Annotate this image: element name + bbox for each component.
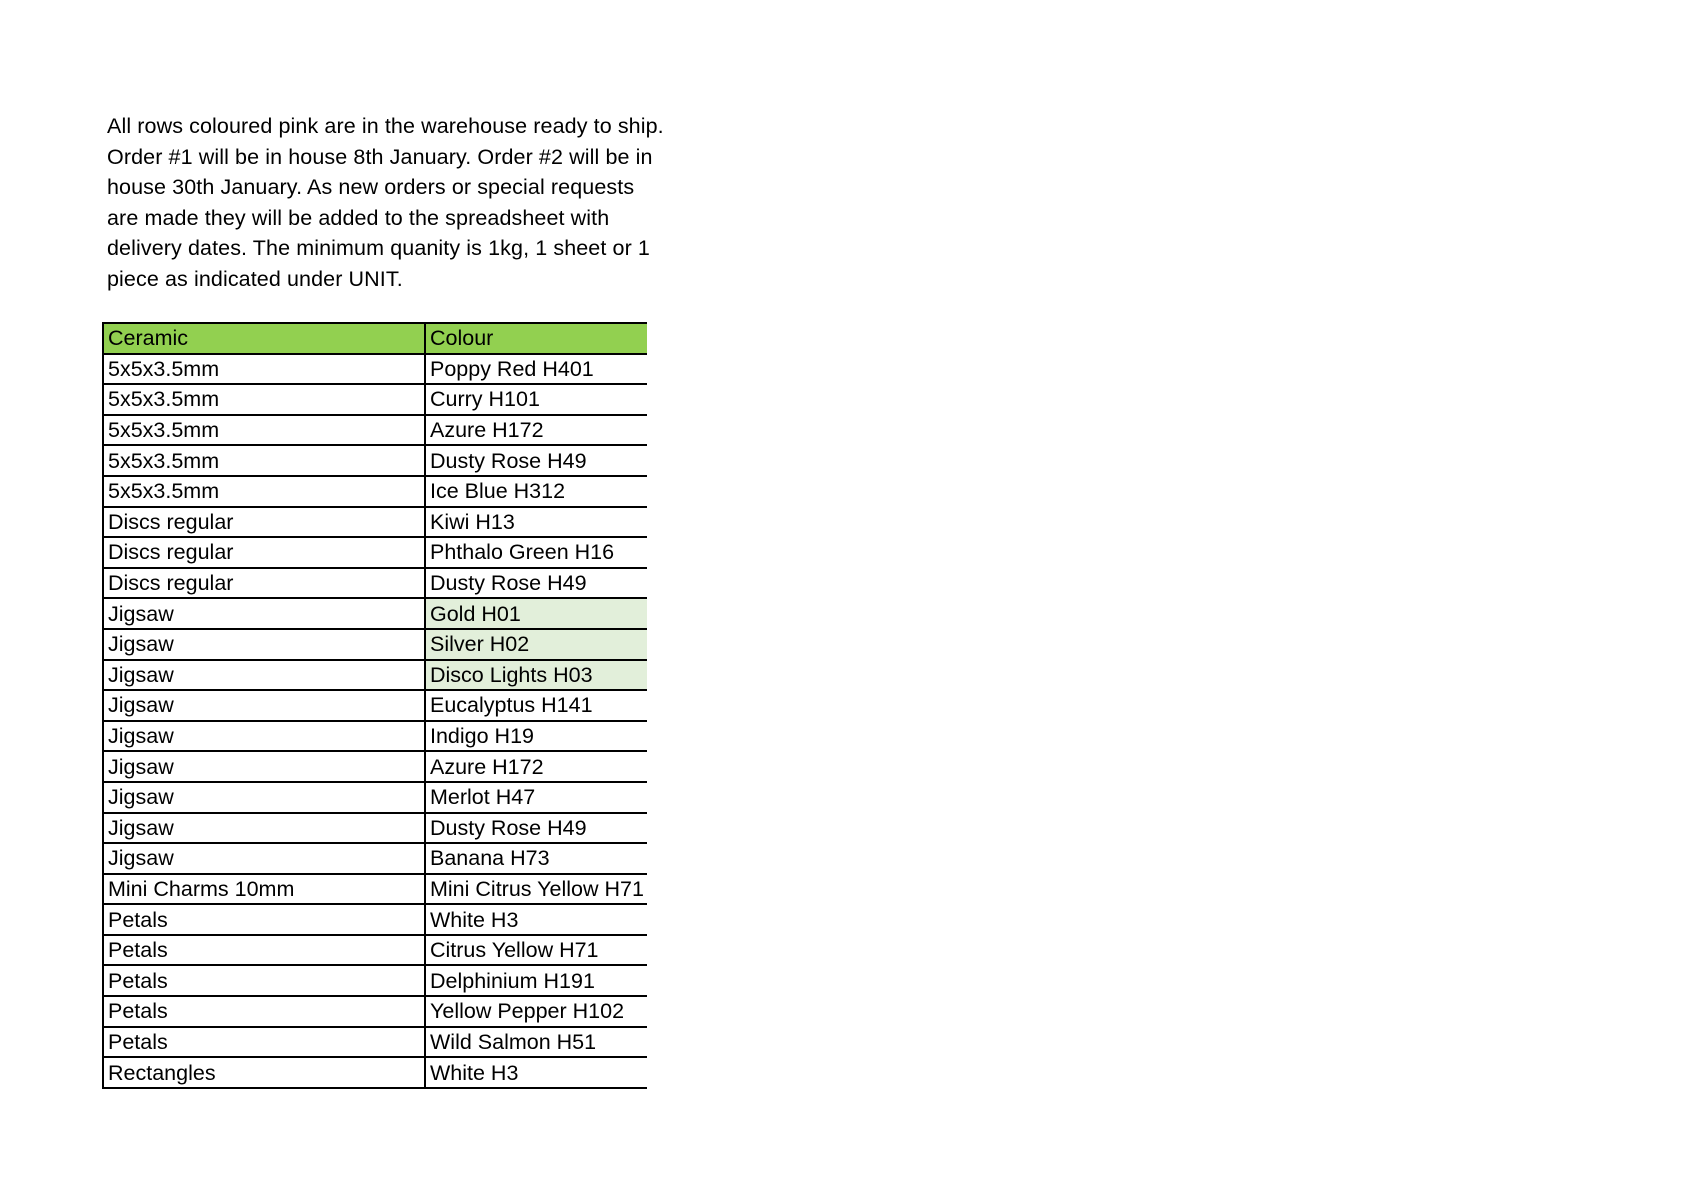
colour-cell: Dusty Rose H49	[425, 813, 647, 844]
colour-cell: Poppy Red H401	[425, 354, 647, 385]
colour-cell: Azure H172	[425, 415, 647, 446]
ceramic-cell: 5x5x3.5mm	[103, 445, 425, 476]
ceramic-cell: Discs regular	[103, 568, 425, 599]
colour-cell: Dusty Rose H49	[425, 445, 647, 476]
ceramic-cell: Discs regular	[103, 537, 425, 568]
table-row	[103, 507, 647, 538]
table-row	[103, 476, 647, 507]
ceramic-cell: Jigsaw	[103, 660, 425, 691]
colour-cell: Mini Citrus Yellow H71	[425, 874, 647, 905]
table-row	[103, 568, 647, 599]
ceramic-cell: Jigsaw	[103, 813, 425, 844]
table-header-row	[103, 323, 647, 354]
table-row	[103, 1057, 647, 1088]
ceramic-cell: Petals	[103, 904, 425, 935]
ceramic-colour-table	[102, 322, 647, 1089]
colour-cell: White H3	[425, 904, 647, 935]
table-row	[103, 445, 647, 476]
colour-cell: Dusty Rose H49	[425, 568, 647, 599]
table-row	[103, 629, 647, 660]
table-row	[103, 904, 647, 935]
colour-cell: Indigo H19	[425, 721, 647, 752]
colour-cell: Merlot H47	[425, 782, 647, 813]
colour-cell: Disco Lights H03	[425, 660, 647, 691]
ceramic-cell: Jigsaw	[103, 751, 425, 782]
ceramic-cell: 5x5x3.5mm	[103, 476, 425, 507]
ceramic-cell: Jigsaw	[103, 782, 425, 813]
table-row	[103, 354, 647, 385]
colour-cell: Silver H02	[425, 629, 647, 660]
ceramic-cell: Jigsaw	[103, 721, 425, 752]
ceramic-cell: Petals	[103, 965, 425, 996]
table-row	[103, 1027, 647, 1058]
colour-cell: Eucalyptus H141	[425, 690, 647, 721]
ceramic-cell: Petals	[103, 935, 425, 966]
ceramic-cell: 5x5x3.5mm	[103, 415, 425, 446]
table-row	[103, 751, 647, 782]
ceramic-cell: Rectangles	[103, 1057, 425, 1088]
ceramic-cell: Jigsaw	[103, 629, 425, 660]
ceramic-cell: 5x5x3.5mm	[103, 354, 425, 385]
table-row	[103, 660, 647, 691]
table-row	[103, 965, 647, 996]
instructions-note: All rows coloured pink are in the warehouse ready to ship. Order #1 will be in house 8th January. Order #2 will be in house 30th January. As new orders or special requests are made they will be added to the spreadsheet with delivery dates. The minimum quanity is 1kg, 1 sheet or 1 piece as indicated under UNIT.	[107, 114, 664, 291]
table-row	[103, 843, 647, 874]
colour-cell: Kiwi H13	[425, 507, 647, 538]
ceramic-cell: Jigsaw	[103, 690, 425, 721]
ceramic-cell: Jigsaw	[103, 843, 425, 874]
table-row	[103, 384, 647, 415]
colour-cell: Ice Blue H312	[425, 476, 647, 507]
table-row	[103, 996, 647, 1027]
colour-cell: Azure H172	[425, 751, 647, 782]
ceramic-cell: 5x5x3.5mm	[103, 384, 425, 415]
ceramic-cell: Jigsaw	[103, 598, 425, 629]
ceramic-cell: Discs regular	[103, 507, 425, 538]
header-ceramic: Ceramic	[103, 323, 425, 354]
table-row	[103, 813, 647, 844]
colour-cell: Wild Salmon H51	[425, 1027, 647, 1058]
colour-cell: Phthalo Green H16	[425, 537, 647, 568]
table-row	[103, 537, 647, 568]
table-row	[103, 782, 647, 813]
table-row	[103, 721, 647, 752]
table-row	[103, 598, 647, 629]
table-row	[103, 935, 647, 966]
colour-cell: Gold H01	[425, 598, 647, 629]
ceramic-cell: Mini Charms 10mm	[103, 874, 425, 905]
colour-cell: Delphinium H191	[425, 965, 647, 996]
colour-cell: White H3	[425, 1057, 647, 1088]
ceramic-cell: Petals	[103, 1027, 425, 1058]
colour-cell: Yellow Pepper H102	[425, 996, 647, 1027]
colour-cell: Citrus Yellow H71	[425, 935, 647, 966]
ceramic-cell: Petals	[103, 996, 425, 1027]
table-row	[103, 874, 647, 905]
table-row	[103, 415, 647, 446]
table-row	[103, 690, 647, 721]
table-body	[103, 323, 647, 1088]
colour-cell: Banana H73	[425, 843, 647, 874]
colour-cell: Curry H101	[425, 384, 647, 415]
header-colour: Colour	[425, 323, 647, 354]
